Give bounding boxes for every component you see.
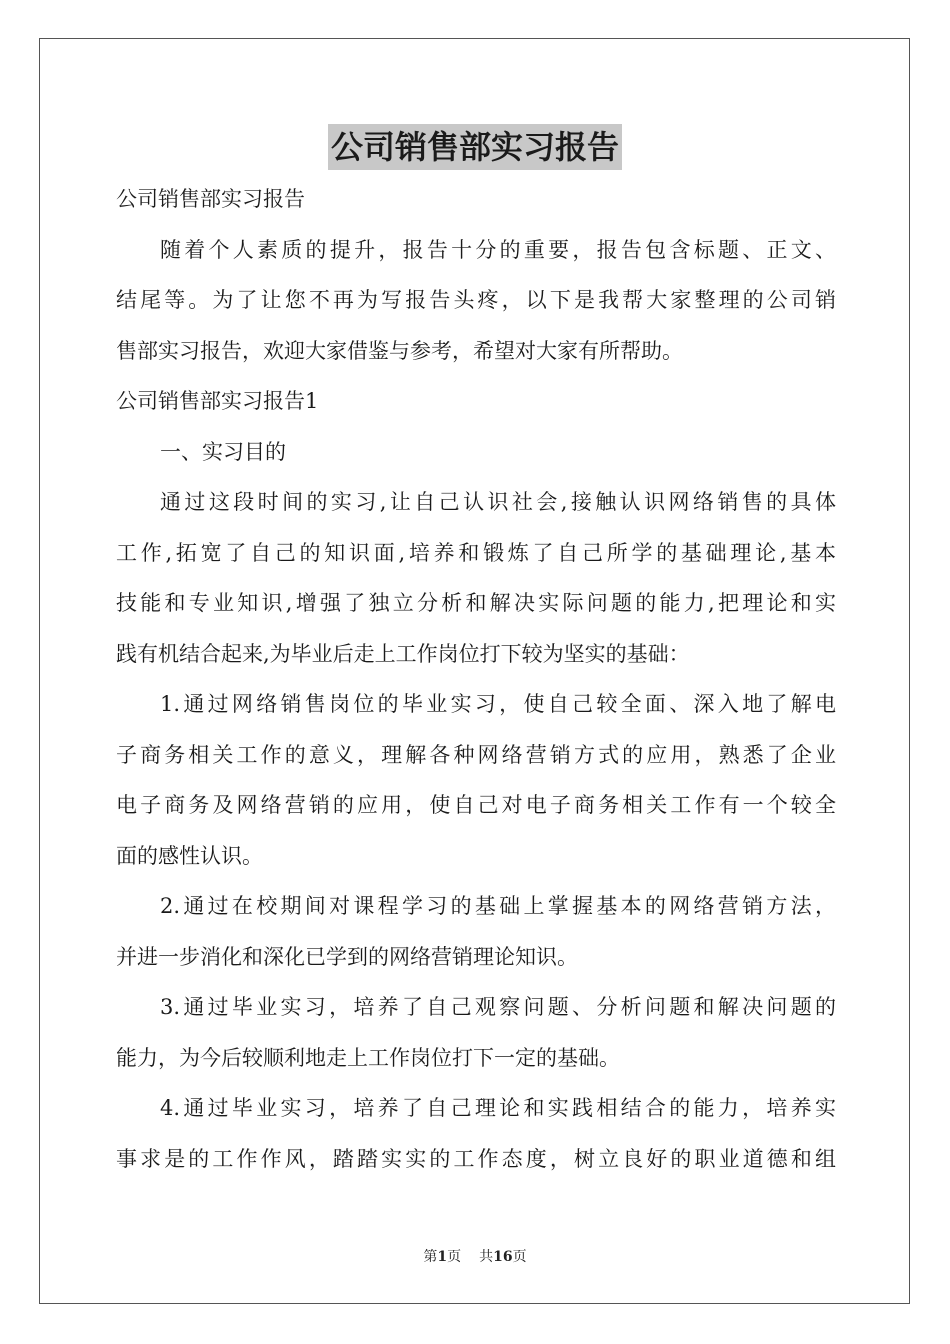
text-line: 公司销售部实习报告1 xyxy=(116,389,319,413)
footer-page-current: 1 xyxy=(437,1249,448,1265)
text-line: 2.通过在校期间对课程学习的基础上掌握基本的网络营销方法， xyxy=(160,894,836,918)
text-line: 1.通过网络销售岗位的毕业实习，使自己较全面、深入地了解电 xyxy=(160,692,836,716)
text-line: 4.通过毕业实习，培养了自己理论和实践相结合的能力，培养实 xyxy=(160,1096,836,1120)
footer-total-prefix: 共 xyxy=(479,1249,494,1265)
footer-total-suffix: 页 xyxy=(512,1249,527,1265)
footer-page-total: 16 xyxy=(493,1249,513,1265)
text-line: 践有机结合起来,为毕业后走上工作岗位打下较为坚实的基础： xyxy=(116,641,690,666)
text-line: 工作,拓宽了自己的知识面,培养和锻炼了自己所学的基础理论,基本 xyxy=(116,540,836,565)
document-body xyxy=(116,174,836,1184)
text-line: 电子商务及网络营销的应用，使自己对电子商务相关工作有一个较全 xyxy=(116,793,836,817)
page-footer xyxy=(0,1246,950,1266)
text-line: 事求是的工作作风，踏踏实实的工作态度，树立良好的职业道德和组 xyxy=(116,1146,836,1171)
text-line: 一、实习目的 xyxy=(160,439,286,464)
text-line: 3.通过毕业实习，培养了自己观察问题、分析问题和解决问题的 xyxy=(160,995,836,1019)
footer-page-prefix: 第 xyxy=(423,1249,438,1265)
title-container xyxy=(0,124,950,170)
text-line: 能力，为今后较顺利地走上工作岗位打下一定的基础。 xyxy=(116,1045,620,1070)
text-line: 通过这段时间的实习,让自己认识社会,接触认识网络销售的具体 xyxy=(160,490,836,514)
text-line: 随着个人素质的提升，报告十分的重要，报告包含标题、正文、 xyxy=(160,237,836,262)
text-line: 面的感性认识。 xyxy=(116,843,263,868)
text-line: 结尾等。为了让您不再为写报告头疼，以下是我帮大家整理的公司销 xyxy=(116,288,836,312)
text-line: 并进一步消化和深化已学到的网络营销理论知识。 xyxy=(116,944,578,969)
document-title: 公司销售部实习报告 xyxy=(328,124,622,170)
footer-page-suffix: 页 xyxy=(447,1249,462,1265)
text-line: 子商务相关工作的意义，理解各种网络营销方式的应用，熟悉了企业 xyxy=(116,742,836,767)
text-line: 技能和专业知识,增强了独立分析和解决实际问题的能力,把理论和实 xyxy=(116,591,836,615)
text-line: 售部实习报告，欢迎大家借鉴与参考，希望对大家有所帮助。 xyxy=(116,338,683,363)
text-line: 公司销售部实习报告 xyxy=(116,187,305,211)
